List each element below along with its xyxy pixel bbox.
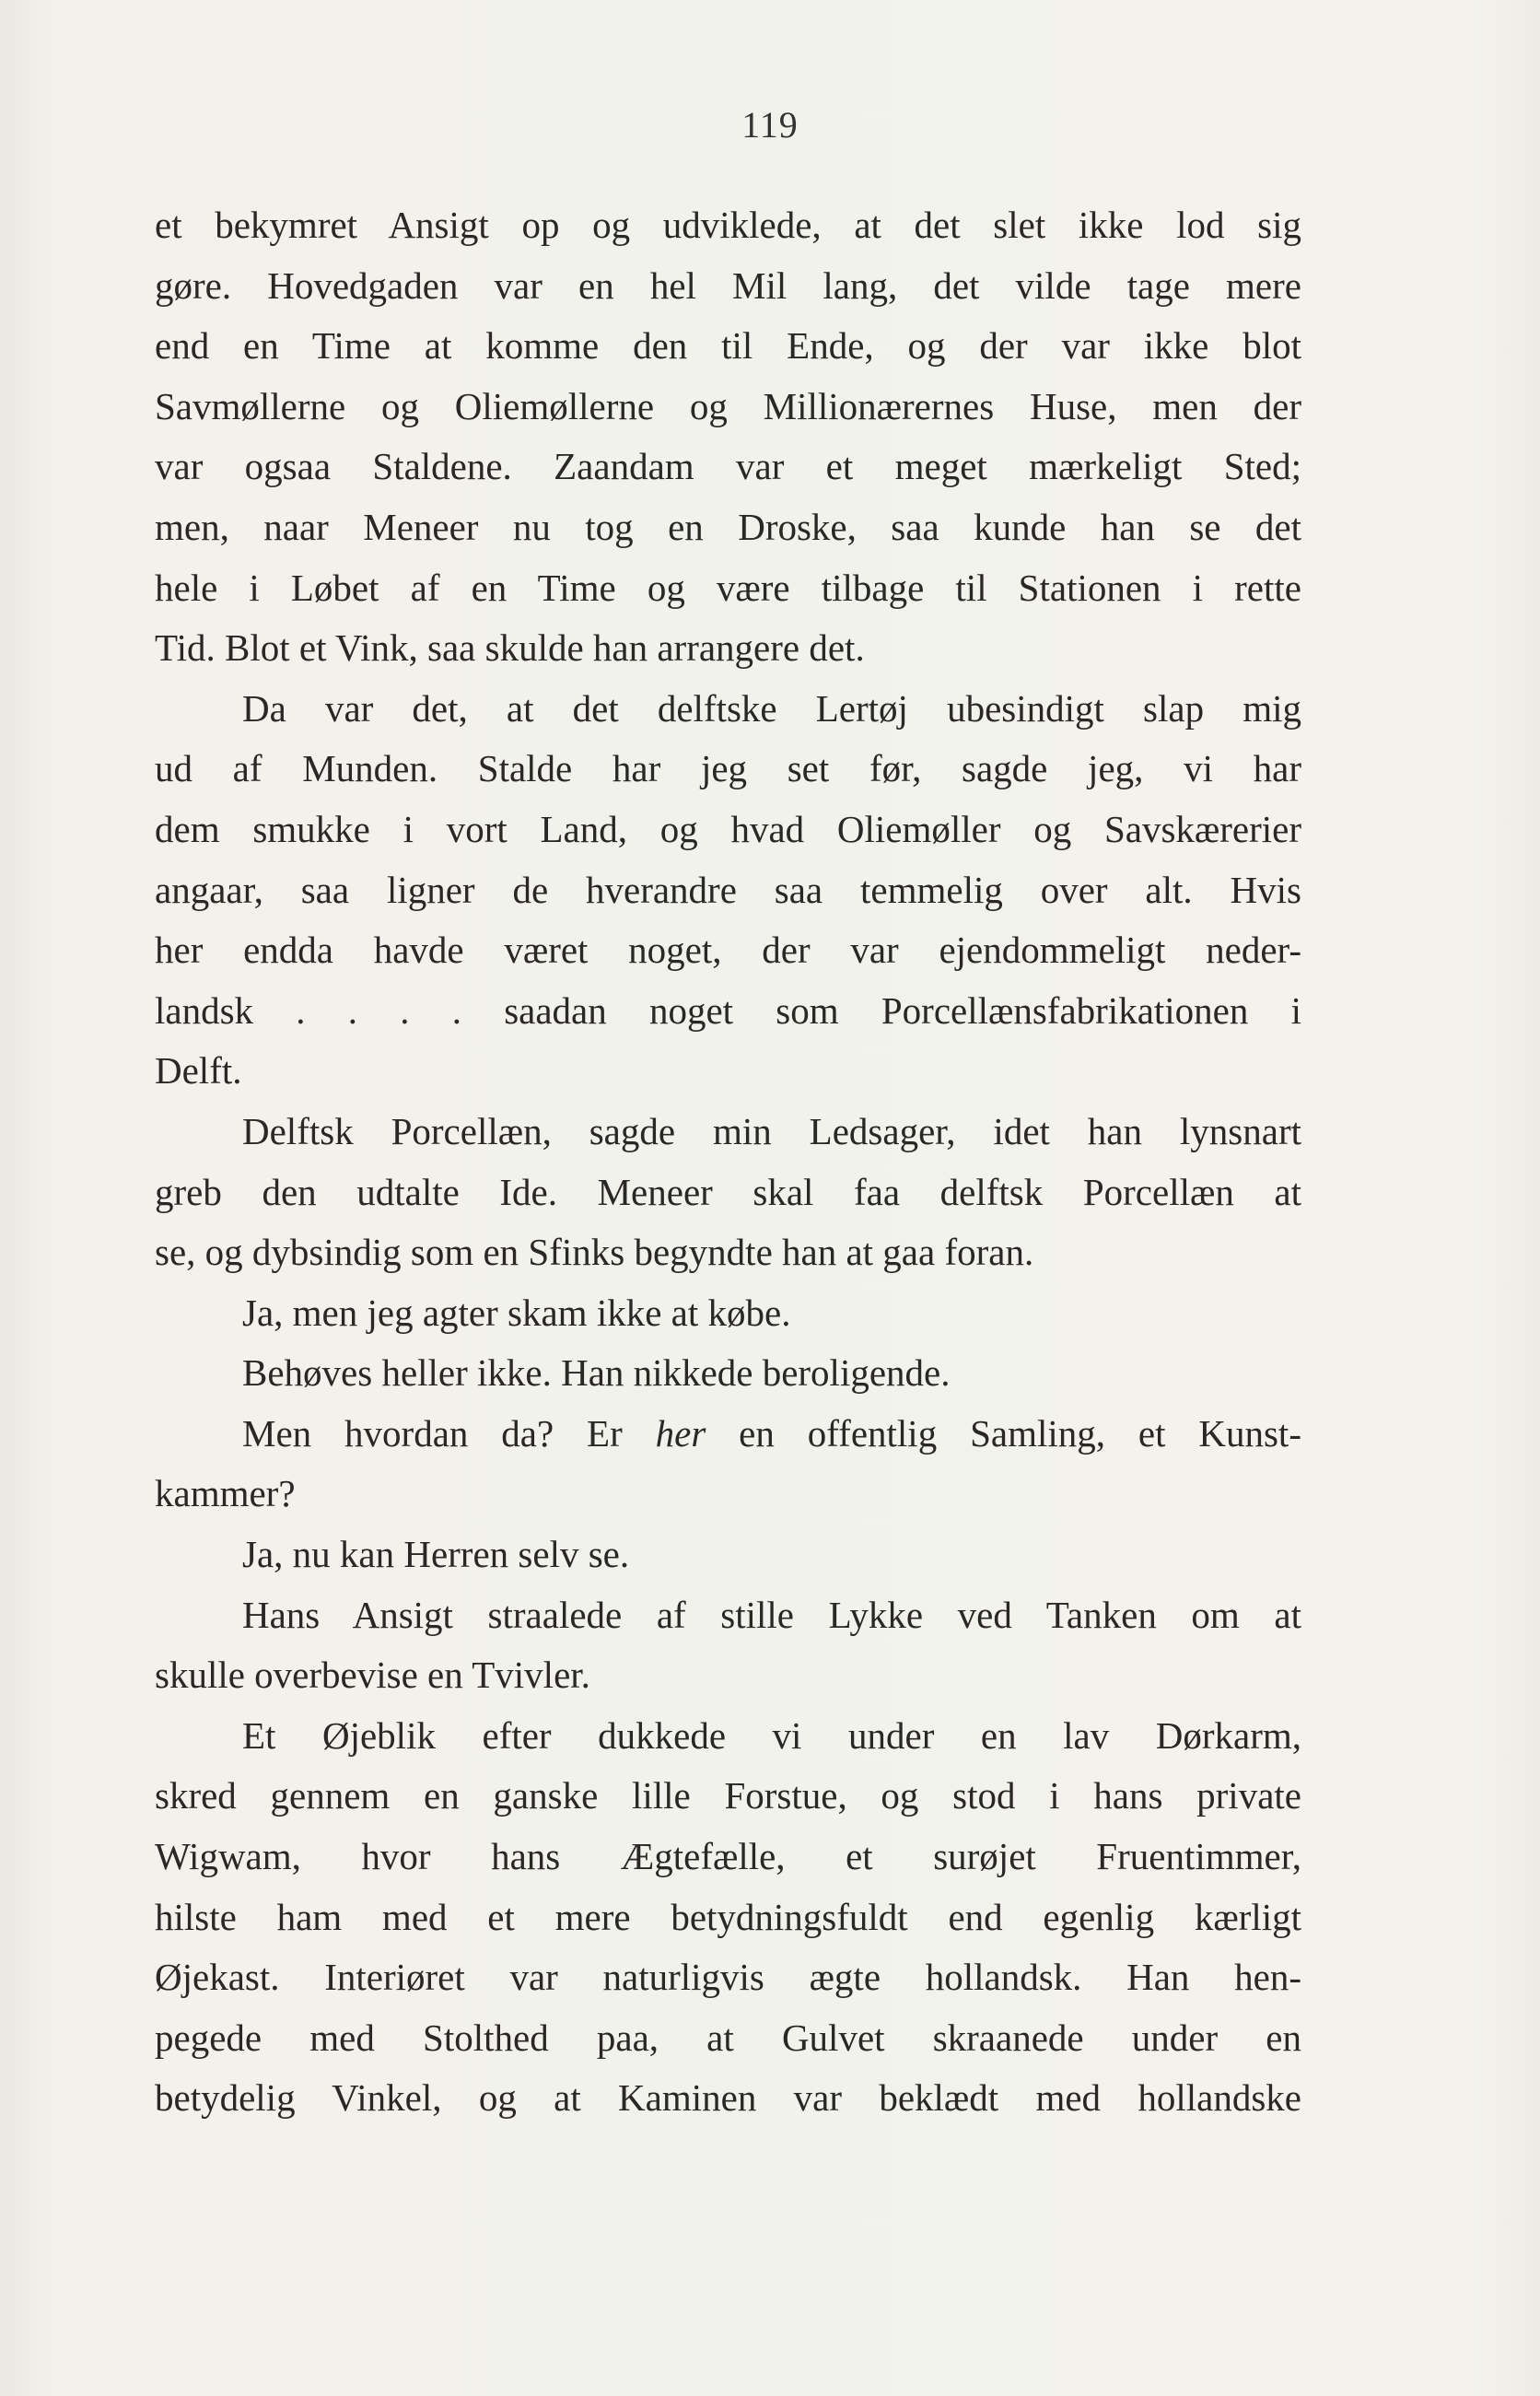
text-line: Tid. Blot et Vink, saa skulde han arrangere det. [155, 626, 865, 670]
text-line: Behøves heller ikke. Han nikkede beroligende. [242, 1351, 951, 1395]
text-line: end en Time at komme den til Ende, og der var ikke blot [155, 324, 1301, 368]
text-line: Øjekast. Interiøret var naturligvis ægte hollandsk. Han hen- [155, 1956, 1301, 1999]
text-line: skred gennem en ganske lille Forstue, og stod i hans private [155, 1774, 1301, 1817]
text-line: Da var det, at det delftske Lertøj ubesindigt slap mig [242, 686, 1301, 730]
text-line: Ja, men jeg agter skam ikke at købe. [242, 1291, 791, 1334]
text-line: Wigwam, hvor hans Ægtefælle, et surøjet Fruentimmer, [155, 1835, 1301, 1878]
text-line: skulle overbevise en Tvivler. [155, 1654, 590, 1697]
text-line: dem smukke i vort Land, og hvad Oliemøller og Savskærerier [155, 807, 1301, 850]
text-line: landsk . . . . saadan noget som Porcellænsfabrikationen i [155, 988, 1301, 1032]
text-line: betydelig Vinkel, og at Kaminen var beklædt med hollandske [155, 2076, 1301, 2120]
text-line: se, og dybsindig som en Sfinks begyndte han at gaa foran. [155, 1231, 1034, 1274]
text-line: Et Øjeblik efter dukkede vi under en lav Dørkarm, [242, 1713, 1301, 1757]
text-line: men, naar Meneer nu tog en Droske, saa kunde han se det [155, 505, 1301, 548]
text-line: angaar, saa ligner de hverandre saa temmelig over alt. Hvis [155, 868, 1301, 911]
text-line: pegede med Stolthed paa, at Gulvet skraanede under en [155, 2016, 1301, 2059]
body-text [155, 195, 1301, 2129]
text-line: ud af Munden. Stalde har jeg set før, sagde jeg, vi har [155, 747, 1301, 790]
text-line: Men hvordan da? Er her en offentlig Samling, et Kunst- [242, 1411, 1301, 1455]
text-line: her endda havde været noget, der var ejendommeligt neder- [155, 929, 1301, 972]
text-line: Hans Ansigt straalede af stille Lykke ved Tanken om at [242, 1593, 1301, 1636]
text-line: Savmøllerne og Oliemøllerne og Millionærernes Huse, men der [155, 384, 1301, 427]
text-line: gøre. Hovedgaden var en hel Mil lang, det vilde tage mere [155, 263, 1301, 307]
text-line: Ja, nu kan Herren selv se. [242, 1533, 630, 1576]
text-line: Delftsk Porcellæn, sagde min Ledsager, idet han lynsnart [242, 1109, 1301, 1152]
text-line: var ogsaa Staldene. Zaandam var et meget mærkeligt Sted; [155, 445, 1301, 488]
text-line: hilste ham med et mere betydningsfuldt end egenlig kærligt [155, 1895, 1301, 1938]
page-number: 119 [741, 104, 799, 146]
text-line: kammer? [155, 1472, 296, 1515]
text-line: hele i Løbet af en Time og være tilbage til Stationen i rette [155, 566, 1301, 609]
emphasized-word: her [655, 1411, 706, 1455]
text-line: greb den udtalte Ide. Meneer skal faa delftsk Porcellæn at [155, 1170, 1301, 1213]
text-line: Delft. [155, 1049, 242, 1093]
text-line: et bekymret Ansigt op og udviklede, at det slet ikke lod sig [155, 204, 1301, 246]
